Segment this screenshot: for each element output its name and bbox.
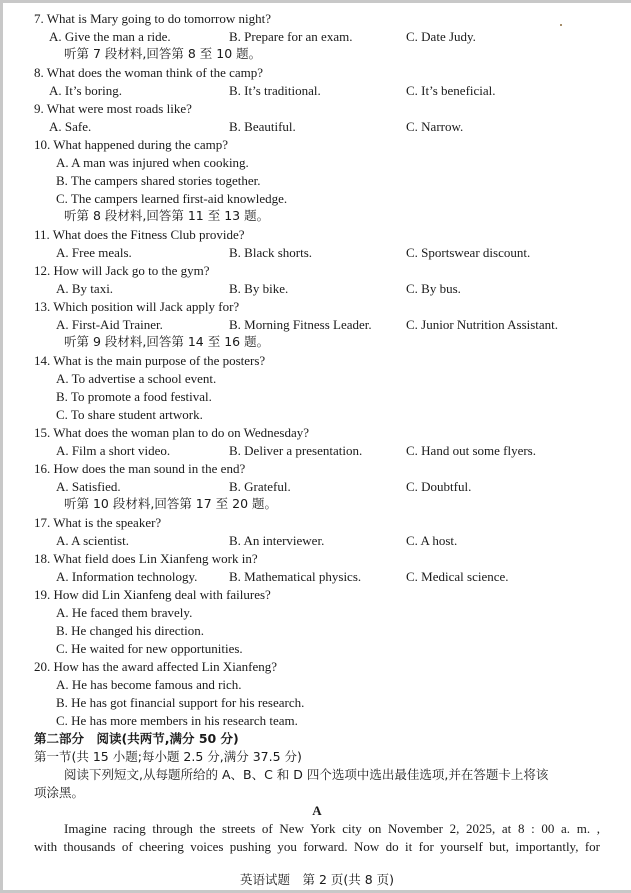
question-17-option-c: C. A host. [406,533,458,548]
question-14-option-a: A. To advertise a school event. [56,371,217,386]
question-10-option-c: C. The campers learned first-aid knowledge. [56,191,288,206]
question-20-option-b: B. He has got financial support for his research. [56,695,305,710]
question-10-stem: 10. What happened during the camp? [34,137,228,152]
question-8-option-c: C. It’s beneficial. [406,83,496,98]
instruction-passage-10: 听第 10 段材料,回答第 17 至 20 题。 [64,496,278,511]
question-16-option-b: B. Grateful. [229,479,291,494]
instruction-passage-9: 听第 9 段材料,回答第 14 至 16 题。 [64,334,270,349]
passage-a-line-1: Imagine racing through the streets of New York city on November 2, 2025, at 8 : 00 a. m. , [64,821,600,836]
question-11-option-b: B. Black shorts. [229,245,313,260]
exam-page [3,3,631,890]
question-7-option-c: C. Date Judy. [406,29,476,44]
question-19-stem: 19. How did Lin Xianfeng deal with failures? [34,587,271,602]
question-8-option-b: B. It’s traditional. [229,83,321,98]
question-18-stem: 18. What field does Lin Xianfeng work in? [34,551,258,566]
question-11-stem: 11. What does the Fitness Club provide? [34,227,245,242]
question-18-option-b: B. Mathematical physics. [229,569,362,584]
question-8-option-a: A. It’s boring. [49,83,122,98]
question-16-stem: 16. How does the man sound in the end? [34,461,246,476]
question-14-option-c: C. To share student artwork. [56,407,203,422]
question-15-option-b: B. Deliver a presentation. [229,443,363,458]
question-20-option-a: A. He has become famous and rich. [56,677,242,692]
passage-a-line-2: with thousands of cheering voices pushing you forward. Now do it for yourself but, importantly, for [34,839,600,854]
part-two-title: 第二部分 阅读(共两节,满分 50 分) [34,731,239,746]
instruction-passage-8: 听第 8 段材料,回答第 11 至 13 题。 [64,208,270,223]
reading-instruction-line-1: 阅读下列短文,从每题所给的 A、B、C 和 D 四个选项中选出最佳选项,并在答题卡上将该 [64,767,549,782]
question-12-option-b: B. By bike. [229,281,289,296]
question-10-option-a: A. A man was injured when cooking. [56,155,249,170]
question-13-option-a: A. First-Aid Trainer. [56,317,163,332]
section-one-title: 第一节(共 15 小题;每小题 2.5 分,满分 37.5 分) [34,749,302,764]
question-13-option-c: C. Junior Nutrition Assistant. [406,317,559,332]
question-20-option-c: C. He has more members in his research team. [56,713,298,728]
question-12-option-a: A. By taxi. [56,281,114,296]
question-16-option-a: A. Satisfied. [56,479,121,494]
question-7-option-a: A. Give the man a ride. [49,29,171,44]
question-19-option-b: B. He changed his direction. [56,623,205,638]
question-7-stem: 7. What is Mary going to do tomorrow night? [34,11,271,26]
question-8-stem: 8. What does the woman think of the camp? [34,65,264,80]
question-18-option-c: C. Medical science. [406,569,509,584]
question-19-option-c: C. He waited for new opportunities. [56,641,243,656]
question-12-stem: 12. How will Jack go to the gym? [34,263,210,278]
ink-speck [560,24,562,26]
question-18-option-a: A. Information technology. [56,569,198,584]
question-9-stem: 9. What were most roads like? [34,101,192,116]
question-11-option-a: A. Free meals. [56,245,132,260]
question-11-option-c: C. Sportswear discount. [406,245,531,260]
question-9-option-a: A. Safe. [49,119,92,134]
question-16-option-c: C. Doubtful. [406,479,472,494]
question-9-option-c: C. Narrow. [406,119,464,134]
question-12-option-c: C. By bus. [406,281,461,296]
question-15-option-a: A. Film a short video. [56,443,171,458]
question-17-option-a: A. A scientist. [56,533,129,548]
question-14-stem: 14. What is the main purpose of the posters? [34,353,266,368]
question-13-option-b: B. Morning Fitness Leader. [229,317,372,332]
question-10-option-b: B. The campers shared stories together. [56,173,261,188]
question-15-option-c: C. Hand out some flyers. [406,443,536,458]
question-15-stem: 15. What does the woman plan to do on Wednesday? [34,425,310,440]
question-17-stem: 17. What is the speaker? [34,515,162,530]
question-14-option-b: B. To promote a food festival. [56,389,212,404]
question-7-option-b: B. Prepare for an exam. [229,29,353,44]
question-9-option-b: B. Beautiful. [229,119,296,134]
question-20-stem: 20. How has the award affected Lin Xianfeng? [34,659,278,674]
question-19-option-a: A. He faced them bravely. [56,605,193,620]
passage-label: A [312,803,322,818]
page-footer: 英语试题 第 2 页(共 8 页) [239,872,395,887]
reading-instruction-line-2: 项涂黑。 [34,785,85,800]
instruction-passage-7: 听第 7 段材料,回答第 8 至 10 题。 [64,46,262,61]
question-17-option-b: B. An interviewer. [229,533,325,548]
question-13-stem: 13. Which position will Jack apply for? [34,299,240,314]
